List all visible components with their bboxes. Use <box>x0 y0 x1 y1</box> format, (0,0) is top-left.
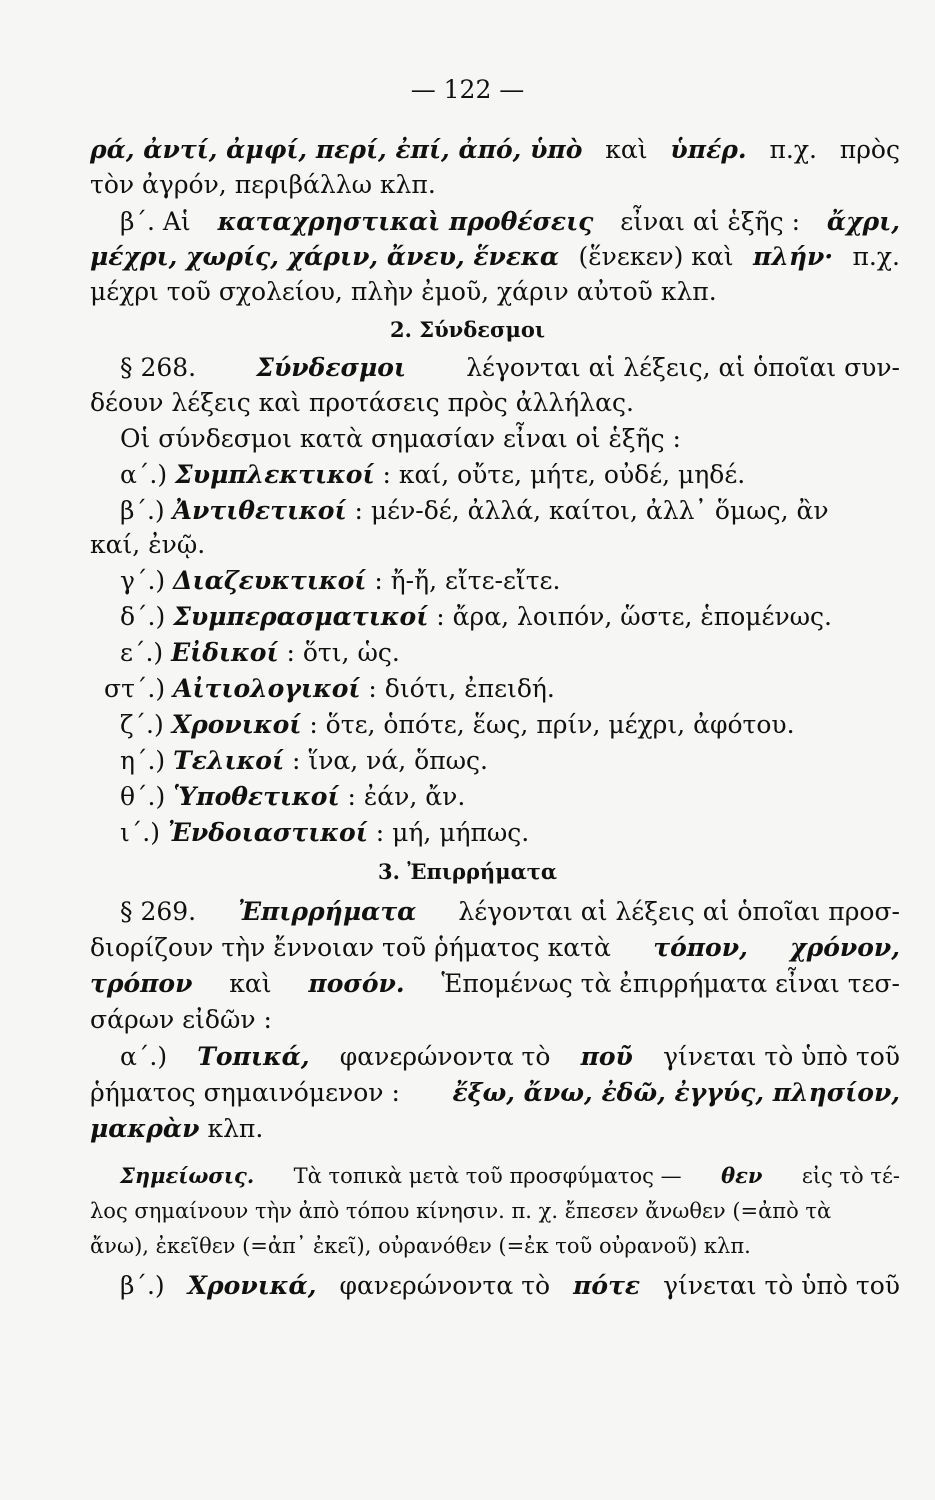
text: Ἑπομένως τὰ ἐπιρρήματα εἶναι τεσ- <box>441 969 900 998</box>
text-line <box>120 352 900 384</box>
list-item <box>120 745 930 777</box>
text-line <box>120 896 900 928</box>
list-item <box>120 1041 900 1073</box>
term: πότε <box>573 1271 641 1300</box>
item-marker: δ΄.) <box>120 602 166 631</box>
text-line <box>90 932 900 964</box>
page-number: — 122 — <box>410 75 525 104</box>
list-item <box>120 781 930 813</box>
text: § 269. <box>120 897 197 926</box>
term: Τοπικά, <box>197 1042 310 1071</box>
term: Ἀντιθετικοί <box>172 496 347 525</box>
item-marker: γ΄.) <box>120 566 166 595</box>
item-marker: ι΄.) <box>120 818 161 847</box>
text: εἶναι αἱ ἑξῆς : <box>620 207 801 236</box>
text: καὶ <box>229 969 272 998</box>
text: φανερώνοντα τὸ <box>339 1271 551 1300</box>
text-line: τὸν ἀγρόν, περιβάλλω κλπ. <box>90 170 436 199</box>
text: φανερώνοντα τὸ <box>339 1042 551 1071</box>
term: τόπον, <box>653 933 748 962</box>
item-marker: ζ΄.) <box>120 710 164 739</box>
text: π.χ. <box>852 242 900 271</box>
list-item <box>104 673 914 705</box>
text-line: μέχρι τοῦ σχολείου, πλὴν ἐμοῦ, χάριν αὐτοῦ κλπ. <box>90 277 717 306</box>
term: Ἐνδοιαστικοί <box>167 818 368 847</box>
prepositions: ὑπέρ. <box>670 135 747 164</box>
text-line: δέουν λέξεις καὶ προτάσεις πρὸς ἀλλήλας. <box>90 388 634 417</box>
item-marker: β΄.) <box>120 496 165 525</box>
term: Εἰδικοί <box>171 638 279 667</box>
term: μέχρι, χωρίς, χάριν, ἄνευ, ἕνεκα <box>90 242 560 271</box>
term: ἔξω, ἄνω, ἐδῶ, ἐγγύς, πλησίον, <box>452 1078 900 1107</box>
term: ποσόν. <box>308 969 405 998</box>
term: Αἰτιολογικοί <box>173 674 361 703</box>
list-item <box>120 637 930 669</box>
item-marker: ε΄.) <box>120 638 164 667</box>
item-marker: β΄.) <box>120 1271 165 1300</box>
text: : ἐάν, ἄν. <box>347 782 466 811</box>
note-label: Σημείωσις. <box>120 1163 255 1188</box>
text: γίνεται τὸ ὑπὸ τοῦ <box>663 1042 900 1071</box>
list-item <box>120 817 930 849</box>
term: Συμπλεκτικοί <box>175 460 375 489</box>
term: Χρονικά, <box>187 1271 317 1300</box>
term: Τελικοί <box>173 746 285 775</box>
item-marker: στ΄.) <box>104 674 166 703</box>
text: : μή, μήπως. <box>375 818 530 847</box>
text: : διότι, ἐπειδή. <box>368 674 555 703</box>
text: : καί, οὔτε, μήτε, οὐδέ, μηδέ. <box>382 460 746 489</box>
text: ῥήματος σημαινόμενον : <box>90 1078 400 1107</box>
section-heading: 2. Σύνδεσμοι <box>389 317 546 342</box>
text: : ἄρα, λοιπόν, ὥστε, ἑπομένως. <box>436 602 833 631</box>
term: Σύνδεσμοι <box>256 353 407 382</box>
list-item <box>120 459 930 491</box>
text: εἰς τὸ τέ- <box>801 1164 900 1188</box>
text: : ὅτε, ὁπότε, ἕως, πρίν, μέχρι, ἀφότου. <box>309 710 795 739</box>
text-line: καί, ἐνῷ. <box>90 530 206 559</box>
list-item <box>120 495 930 527</box>
list-item <box>120 709 930 741</box>
note-line: λος σημαίνουν τὴν ἀπὸ τόπου κίνησιν. π. χ. ἔπεσεν ἄνωθεν (=ἀπὸ τὰ <box>90 1199 832 1223</box>
term: χρόνον, <box>790 933 900 962</box>
term: τρόπον <box>90 969 193 998</box>
text: πρὸς <box>839 135 900 164</box>
term: Διαζευκτικοί <box>173 566 367 595</box>
text: Τὰ τοπικὰ μετὰ τοῦ προσφύματος — <box>293 1164 682 1188</box>
text: : μέν-δέ, ἀλλά, καίτοι, ἀλλ᾽ ὅμως, ἂν <box>354 496 829 525</box>
term: καταχρηστικαὶ προθέσεις <box>217 207 594 236</box>
list-item <box>120 1270 900 1302</box>
term: ποῦ <box>580 1042 633 1071</box>
text-line <box>90 1077 900 1109</box>
text: § 268. <box>120 353 197 382</box>
item-marker: α΄.) <box>120 460 168 489</box>
term: πλήν· <box>753 242 834 271</box>
text: : ὅτι, ὡς. <box>286 638 400 667</box>
text-line <box>90 134 900 166</box>
text: : ἤ-ἤ, εἴτε-εἴτε. <box>374 566 561 595</box>
note-line <box>120 1160 900 1192</box>
section-heading: 3. Ἐπιρρήματα <box>377 859 558 884</box>
item-marker: θ΄.) <box>120 782 166 811</box>
text-line <box>90 1113 900 1145</box>
text-line <box>90 241 900 273</box>
text-line <box>90 968 900 1000</box>
term: ἄχρι, <box>826 207 900 236</box>
text: κλπ. <box>207 1114 264 1143</box>
text: π.χ. <box>769 135 817 164</box>
text: λέγονται αἱ λέξεις αἱ ὁποῖαι προσ- <box>458 897 900 926</box>
prepositions: ρά, ἀντί, ἀμφί, περί, ἐπί, ἀπό, ὑπὸ <box>90 135 583 164</box>
text-line <box>120 206 900 238</box>
note-line: ἄνω), ἐκεῖθεν (=ἀπ᾽ ἐκεῖ), οὐρανόθεν (=ἐκ τοῦ οὐρανοῦ) κλπ. <box>90 1234 751 1258</box>
term: Χρονικοί <box>171 710 302 739</box>
text: λέγονται αἱ λέξεις, αἱ ὁποῖαι συν- <box>466 353 900 382</box>
text: διορίζουν τὴν ἔννοιαν τοῦ ῥήματος κατὰ <box>90 933 611 962</box>
item-marker: α΄.) <box>120 1042 168 1071</box>
term: Ἐπιρρήματα <box>238 897 417 926</box>
term: θεν <box>721 1163 763 1188</box>
list-item <box>120 601 930 633</box>
text-line: Οἱ σύνδεσμοι κατὰ σημασίαν εἶναι οἱ ἑξῆς : <box>120 424 681 453</box>
term: Συμπερασματικοί <box>173 602 429 631</box>
item-marker: η΄.) <box>120 746 166 775</box>
list-item <box>120 565 930 597</box>
text: (ἕνεκεν) καὶ <box>578 242 734 271</box>
text-line: σάρων εἰδῶν : <box>90 1005 272 1034</box>
term: Ὑποθετικοί <box>173 782 340 811</box>
text: β΄. Αἱ <box>120 207 191 236</box>
term: μακρὰν <box>90 1114 200 1143</box>
text: γίνεται τὸ ὑπὸ τοῦ <box>663 1271 900 1300</box>
text: καὶ <box>605 135 648 164</box>
text: : ἵνα, νά, ὅπως. <box>292 746 488 775</box>
